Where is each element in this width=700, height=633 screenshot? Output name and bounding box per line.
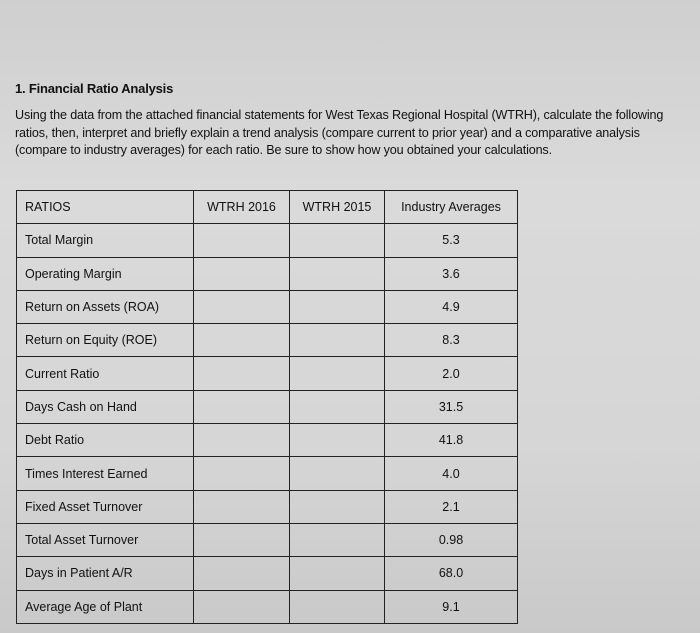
industry-average-cell: 2.1 bbox=[385, 490, 518, 523]
table-row bbox=[17, 557, 518, 590]
ratio-name: Return on Assets (ROA) bbox=[17, 290, 194, 323]
table-row bbox=[17, 457, 518, 490]
table-row bbox=[17, 357, 518, 390]
ratio-name: Current Ratio bbox=[17, 357, 194, 390]
wtrh-2015-cell bbox=[290, 424, 385, 457]
wtrh-2016-cell bbox=[194, 290, 290, 323]
wtrh-2016-cell bbox=[194, 390, 290, 423]
wtrh-2015-cell bbox=[290, 590, 385, 623]
industry-average-cell: 68.0 bbox=[385, 557, 518, 590]
header-industry-averages: Industry Averages bbox=[385, 191, 518, 224]
industry-average-cell: 41.8 bbox=[385, 424, 518, 457]
industry-average-cell: 4.9 bbox=[385, 290, 518, 323]
wtrh-2016-cell bbox=[194, 590, 290, 623]
ratio-name: Debt Ratio bbox=[17, 424, 194, 457]
industry-average-cell: 2.0 bbox=[385, 357, 518, 390]
wtrh-2015-cell bbox=[290, 557, 385, 590]
table-header-row bbox=[17, 191, 518, 224]
table-row bbox=[17, 324, 518, 357]
wtrh-2015-cell bbox=[290, 457, 385, 490]
ratio-name: Total Asset Turnover bbox=[17, 523, 194, 556]
industry-average-cell: 4.0 bbox=[385, 457, 518, 490]
wtrh-2016-cell bbox=[194, 490, 290, 523]
table-row bbox=[17, 523, 518, 556]
wtrh-2015-cell bbox=[290, 390, 385, 423]
table-row bbox=[17, 424, 518, 457]
header-ratios: RATIOS bbox=[17, 191, 194, 224]
instructions-paragraph: Using the data from the attached financial statements for West Texas Regional Hospital (WTRH), calculate the following ratios, then, interpret and briefly explain a trend analysis (compare current to prior year) and a comparative analysis (compare to industry averages) for each ratio. Be sure to show how you obtained your calculations. bbox=[15, 108, 664, 157]
wtrh-2016-cell bbox=[194, 257, 290, 290]
header-wtrh-2016: WTRH 2016 bbox=[194, 191, 290, 224]
wtrh-2016-cell bbox=[194, 324, 290, 357]
wtrh-2015-cell bbox=[290, 324, 385, 357]
ratio-name: Average Age of Plant bbox=[17, 590, 194, 623]
industry-average-cell: 3.6 bbox=[385, 257, 518, 290]
wtrh-2016-cell bbox=[194, 224, 290, 257]
wtrh-2015-cell bbox=[290, 490, 385, 523]
table-row bbox=[17, 257, 518, 290]
wtrh-2015-cell bbox=[290, 523, 385, 556]
wtrh-2016-cell bbox=[194, 557, 290, 590]
wtrh-2015-cell bbox=[290, 357, 385, 390]
table-row bbox=[17, 590, 518, 623]
wtrh-2016-cell bbox=[194, 424, 290, 457]
ratio-name: Operating Margin bbox=[17, 257, 194, 290]
wtrh-2015-cell bbox=[290, 257, 385, 290]
wtrh-2015-cell bbox=[290, 224, 385, 257]
industry-average-cell: 9.1 bbox=[385, 590, 518, 623]
table-row bbox=[17, 390, 518, 423]
industry-average-cell: 31.5 bbox=[385, 390, 518, 423]
ratio-name: Days in Patient A/R bbox=[17, 557, 194, 590]
industry-average-cell: 8.3 bbox=[385, 324, 518, 357]
table-row bbox=[17, 224, 518, 257]
ratio-name: Total Margin bbox=[17, 224, 194, 257]
header-wtrh-2015: WTRH 2015 bbox=[290, 191, 385, 224]
industry-average-cell: 0.98 bbox=[385, 523, 518, 556]
wtrh-2015-cell bbox=[290, 290, 385, 323]
table-row bbox=[17, 290, 518, 323]
ratio-name: Days Cash on Hand bbox=[17, 390, 194, 423]
ratio-name: Return on Equity (ROE) bbox=[17, 324, 194, 357]
industry-average-cell: 5.3 bbox=[385, 224, 518, 257]
ratio-name: Times Interest Earned bbox=[17, 457, 194, 490]
wtrh-2016-cell bbox=[194, 523, 290, 556]
wtrh-2016-cell bbox=[194, 457, 290, 490]
wtrh-2016-cell bbox=[194, 357, 290, 390]
ratio-name: Fixed Asset Turnover bbox=[17, 490, 194, 523]
document-heading: 1. Financial Ratio Analysis bbox=[15, 81, 174, 96]
table-row bbox=[17, 490, 518, 523]
ratio-table bbox=[16, 190, 518, 624]
